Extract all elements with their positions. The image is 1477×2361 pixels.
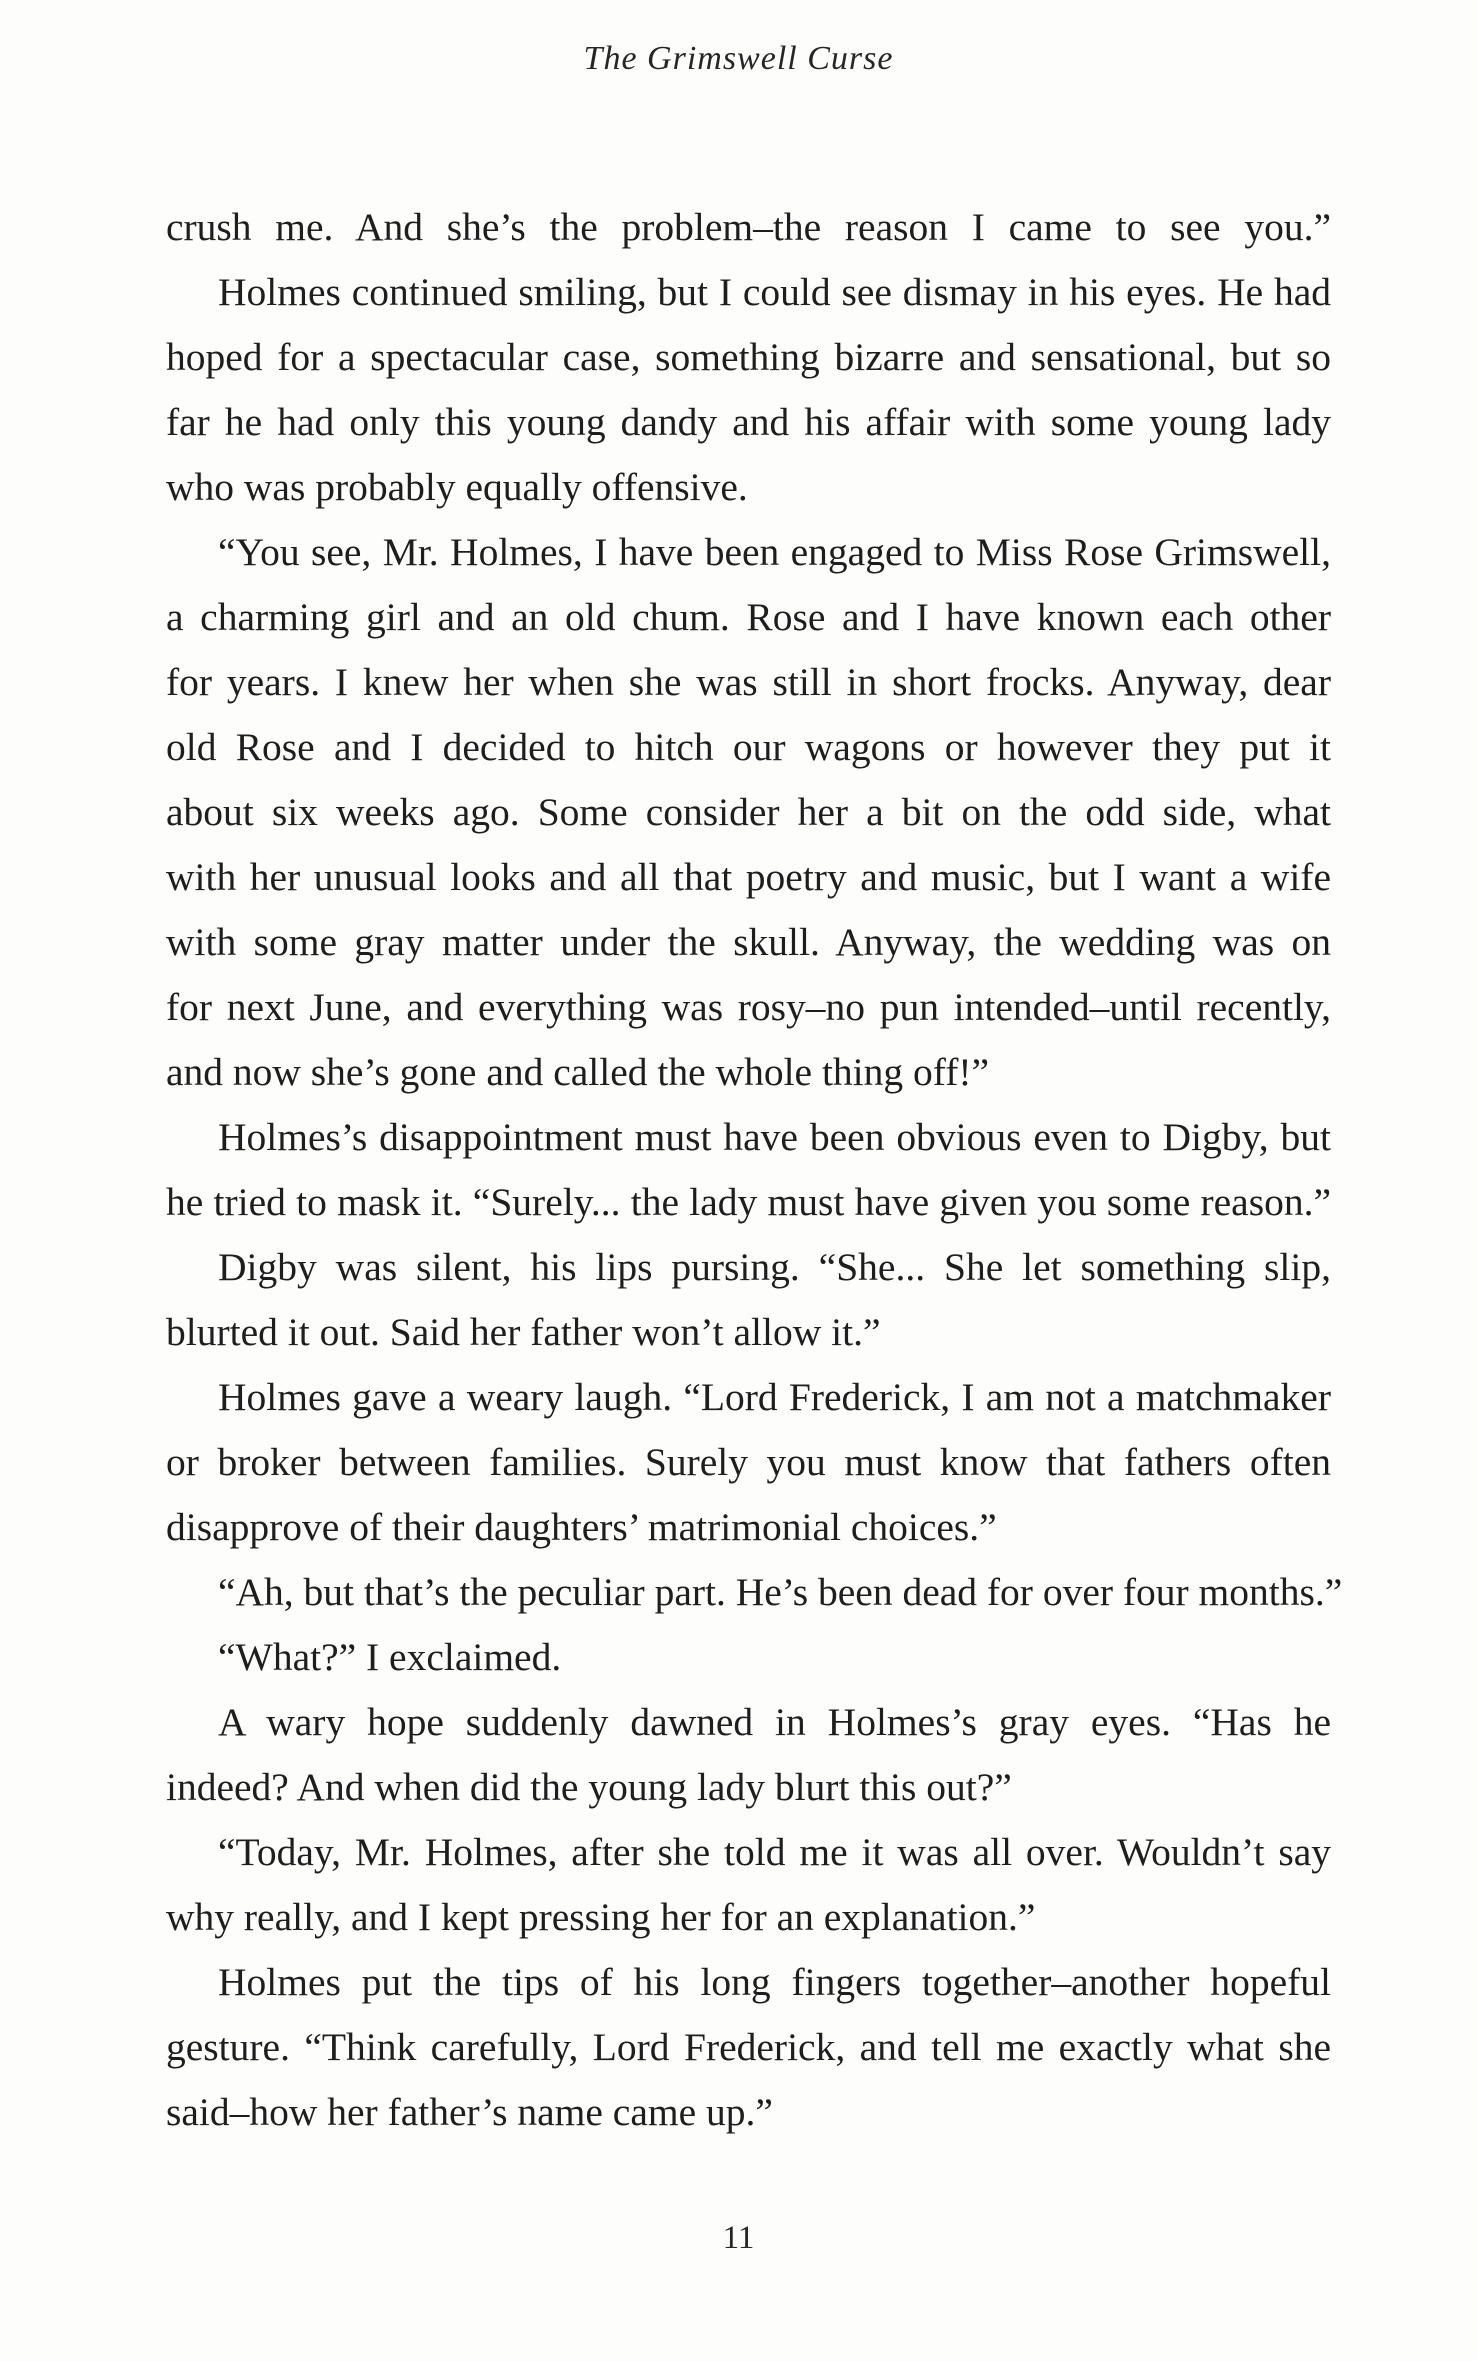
text-line: A wary hope suddenly dawned in Holmes’s gray eyes. “Has he bbox=[218, 1700, 1331, 1744]
text-line: “Today, Mr. Holmes, after she told me it was all over. Wouldn’t say bbox=[218, 1830, 1331, 1874]
running-head-title: The Grimswell Curse bbox=[583, 40, 894, 77]
text-line: Holmes put the tips of his long fingers together–another hopeful bbox=[218, 1960, 1331, 2004]
text-line: why really, and I kept pressing her for an explanation.” bbox=[166, 1895, 1036, 1939]
text-line: a charming girl and an old chum. Rose and I have known each other bbox=[166, 595, 1331, 639]
text-line: and now she’s gone and called the whole thing off!” bbox=[166, 1050, 990, 1094]
text-line: “You see, Mr. Holmes, I have been engaged to Miss Rose Grimswell, bbox=[218, 530, 1331, 574]
text-line: crush me. And she’s the problem–the reason I came to see you.” bbox=[166, 205, 1331, 249]
text-line: Digby was silent, his lips pursing. “She... She let something slip, bbox=[218, 1245, 1331, 1289]
text-line: with some gray matter under the skull. Anyway, the wedding was on bbox=[166, 920, 1331, 964]
text-line: who was probably equally offensive. bbox=[166, 465, 748, 509]
page-number: 11 bbox=[722, 2220, 755, 2256]
text-line: for next June, and everything was rosy–no pun intended–until recently, bbox=[166, 985, 1331, 1029]
text-line: he tried to mask it. “Surely... the lady must have given you some reason.” bbox=[166, 1180, 1331, 1224]
text-line: gesture. “Think carefully, Lord Frederick, and tell me exactly what she bbox=[166, 2025, 1331, 2069]
text-line: with her unusual looks and all that poetry and music, but I want a wife bbox=[166, 855, 1331, 899]
text-line: Holmes’s disappointment must have been obvious even to Digby, but bbox=[218, 1115, 1331, 1159]
text-line: blurted it out. Said her father won’t allow it.” bbox=[166, 1310, 881, 1354]
text-line: old Rose and I decided to hitch our wagons or however they put it bbox=[166, 725, 1331, 769]
body-text bbox=[166, 195, 1343, 2145]
text-line: “Ah, but that’s the peculiar part. He’s been dead for over four months.” bbox=[218, 1570, 1343, 1614]
text-line: hoped for a spectacular case, something bizarre and sensational, but so bbox=[166, 335, 1331, 379]
text-line: or broker between families. Surely you must know that fathers often bbox=[166, 1440, 1331, 1484]
text-line: Holmes continued smiling, but I could see dismay in his eyes. He had bbox=[218, 270, 1331, 314]
text-line: indeed? And when did the young lady blurt this out?” bbox=[166, 1765, 1012, 1809]
text-line: Holmes gave a weary laugh. “Lord Frederick, I am not a matchmaker bbox=[218, 1375, 1331, 1419]
text-line: far he had only this young dandy and his affair with some young lady bbox=[166, 400, 1331, 444]
text-line: for years. I knew her when she was still in short frocks. Anyway, dear bbox=[166, 660, 1331, 704]
text-line: said–how her father’s name came up.” bbox=[166, 2090, 773, 2134]
text-line: disapprove of their daughters’ matrimonial choices.” bbox=[166, 1505, 997, 1549]
text-line: about six weeks ago. Some consider her a bit on the odd side, what bbox=[166, 790, 1331, 834]
text-line: “What?” I exclaimed. bbox=[218, 1635, 562, 1679]
